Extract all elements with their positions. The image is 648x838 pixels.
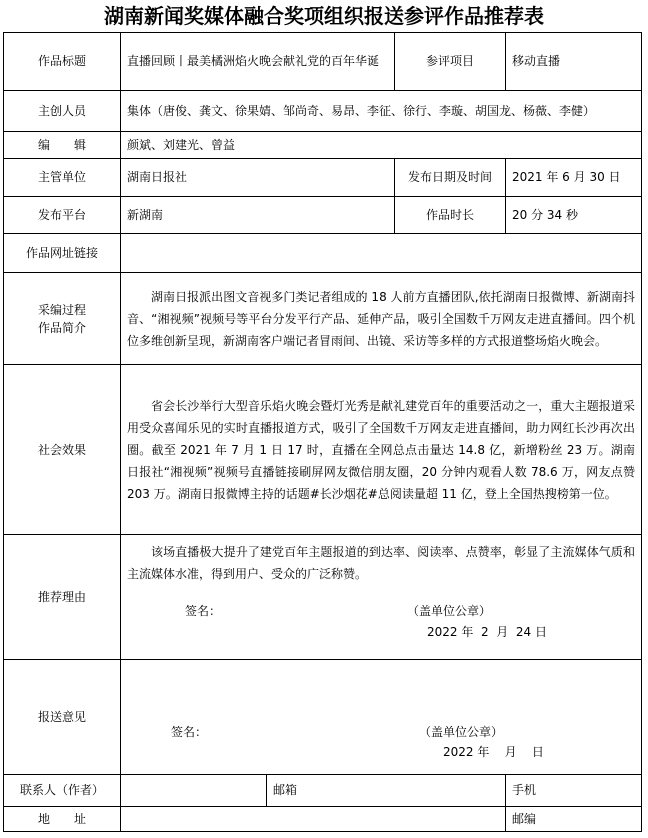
address-label: 地 址	[4, 806, 121, 831]
email-cell	[267, 775, 506, 807]
effect-label: 社会效果	[4, 365, 121, 535]
platform-label: 发布平台	[4, 196, 121, 234]
duration-label: 作品时长	[395, 196, 506, 234]
row-process	[4, 272, 642, 365]
category-value: 移动直播	[506, 33, 642, 91]
opinion-date: 2022 年 月 日	[443, 744, 544, 759]
opinion-stamp-label: （盖单位公章）	[419, 724, 504, 739]
reason-value: 该场直播极大提升了建党百年主题报道的到达率、阅读率、点赞率，彰显了主流媒体气质和主流媒体水准，得到用户、受众的广泛称赞。	[127, 544, 636, 581]
opinion-sign-label: 签名：	[171, 724, 208, 739]
url-value	[121, 234, 642, 273]
reason-cell	[121, 535, 642, 660]
page-title: 湖南新闻奖媒体融合奖项组织报送参评作品推荐表	[104, 4, 544, 28]
opinion-label: 报送意见	[4, 660, 121, 775]
process-label	[4, 272, 121, 365]
category-label: 参评项目	[395, 33, 506, 91]
row-address	[4, 806, 642, 831]
duration-value: 20 分 34 秒	[506, 196, 642, 234]
supervisor-label: 主管单位	[4, 159, 121, 197]
row-effect	[4, 365, 642, 535]
effect-value: 省会长沙举行大型音乐焰火晚会暨灯光秀是献礼建党百年的重要活动之一，重大主题报道采用受众喜闻乐见的实时直播报道方式，吸引了全国数千万网友走进直播间，助力网红长沙再次出圈。截至 2021 年 7 月 1 日 17 时，直播在全网总点击量达 14.8 亿，新增粉丝 23 万。湖南日报社“湘视频”视频号直播链接刷屏网友微信朋友圈，20 分钟内观看人数 78.6 万，网友点赞 203 万。湖南日报微博主持的话题#长沙烟花#总阅读量超 11 亿，登上全国热搜榜第一位。	[127, 398, 636, 501]
address-value	[121, 806, 506, 831]
process-label-line2: 作品简介	[37, 320, 86, 335]
postcode-cell	[506, 806, 642, 831]
process-value: 湖南日报派出图文音视多门类记者组成的 18 人前方直播团队,依托湖南日报微博、新湖南抖音、“湘视频”视频号等平台分发平行产品、延伸产品，吸引全国数千万网友走进直播间。四个机位多维创新呈现，新湖南客户端记者冒雨间、出镜、采访等多样的方式报道整场焰火晚会。	[127, 289, 636, 348]
contact-label: 联系人（作者）	[4, 775, 121, 807]
reason-stamp-label: （盖单位公章）	[407, 603, 492, 618]
platform-value: 新湖南	[121, 196, 395, 234]
row-work-title	[4, 33, 642, 91]
creators-value: 集体（唐俊、龚文、徐果婧、邹尚奇、易昂、李征、徐行、李璇、胡国龙、杨薇、李健）	[121, 90, 642, 131]
url-label: 作品网址链接	[4, 234, 121, 273]
opinion-cell	[121, 660, 642, 775]
editors-label: 编 辑	[4, 131, 121, 158]
process-cell	[121, 272, 642, 365]
supervisor-value: 湖南日报社	[121, 159, 395, 197]
row-creators	[4, 90, 642, 131]
reason-label: 推荐理由	[4, 535, 121, 660]
postcode-label: 邮编	[512, 811, 537, 826]
creators-label: 主创人员	[4, 90, 121, 131]
publish-date-label: 发布日期及时间	[395, 159, 506, 197]
reason-date: 2022 年 2 月 24 日	[427, 624, 547, 639]
row-contact	[4, 775, 642, 807]
row-reason	[4, 535, 642, 660]
phone-label: 手机	[512, 783, 537, 798]
publish-date-value: 2021 年 6 月 30 日	[506, 159, 642, 197]
recommendation-form	[3, 32, 642, 832]
row-editors	[4, 131, 642, 158]
row-supervisor	[4, 159, 642, 197]
work-title-label: 作品标题	[4, 33, 121, 91]
effect-cell	[121, 365, 642, 535]
email-label: 邮箱	[273, 783, 298, 798]
row-opinion	[4, 660, 642, 775]
editors-value: 颜斌、刘建光、曾益	[121, 131, 642, 158]
phone-cell	[506, 775, 642, 807]
reason-sign-label: 签名：	[185, 603, 222, 618]
work-title-value: 直播回顾丨最美橘洲焰火晚会献礼党的百年华诞	[121, 33, 395, 91]
row-platform	[4, 196, 642, 234]
process-label-line1: 采编过程	[37, 302, 86, 317]
contact-value	[121, 775, 267, 807]
row-url	[4, 234, 642, 273]
